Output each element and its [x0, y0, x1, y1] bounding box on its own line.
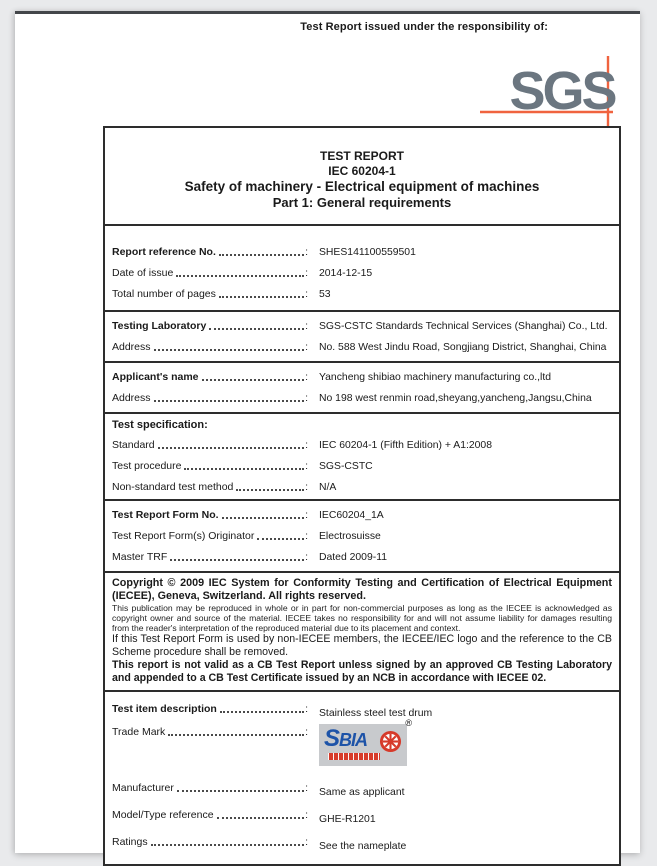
field-label: Test item description	[112, 703, 217, 715]
field-value: GHE-R1201	[319, 814, 376, 825]
field-label-wrap	[112, 809, 308, 821]
field-label-wrap	[112, 267, 308, 279]
colon: :	[305, 320, 308, 332]
trade-mark-logo	[319, 718, 412, 766]
field-value: Dated 2009-11	[319, 552, 387, 563]
colon: :	[305, 530, 308, 542]
field-label-wrap	[112, 481, 308, 493]
dot-leader	[151, 844, 304, 846]
field-row-lab-address	[105, 336, 619, 357]
field-label-wrap	[112, 509, 308, 521]
colon: :	[305, 509, 308, 521]
dot-leader	[202, 379, 305, 381]
test-specification-heading: Test specification:	[112, 419, 208, 431]
colon: :	[305, 809, 308, 821]
dot-leader	[184, 468, 304, 470]
section-applicant	[105, 361, 619, 412]
sbia-wheel-icon	[379, 730, 402, 753]
dot-leader	[154, 400, 305, 402]
dot-leader	[236, 489, 304, 491]
field-value: Electrosuisse	[319, 531, 381, 542]
field-label-wrap	[112, 246, 308, 258]
field-row-test-item-description	[105, 696, 619, 719]
sgs-logo	[473, 40, 638, 130]
field-label: Trade Mark	[112, 726, 166, 738]
field-value: Stainless steel test drum	[319, 708, 433, 719]
field-label: Address	[112, 341, 151, 353]
dot-leader	[177, 790, 304, 792]
field-label-wrap	[112, 782, 308, 794]
trade-mark-text: SBIA	[324, 725, 368, 752]
sgs-logo-text: SGS	[509, 61, 615, 121]
field-value: No 198 west renmin road,sheyang,yancheng,Jangsu,China	[319, 393, 592, 404]
field-value: See the nameplate	[319, 841, 407, 852]
field-value: Same as applicant	[319, 787, 405, 798]
field-label-wrap	[112, 288, 308, 300]
field-label-wrap	[112, 703, 308, 715]
colon: :	[305, 341, 308, 353]
field-value: IEC60204_1A	[319, 510, 384, 521]
field-label: Model/Type reference	[112, 809, 214, 821]
field-value: 53	[319, 289, 331, 300]
copyright-notice: Copyright © 2009 IEC System for Conformity Testing and Certification of Electrical Equipment (IECEE), Geneva, Switzerland. All rights reserved.	[112, 577, 612, 602]
field-label: Ratings	[112, 836, 148, 848]
colon: :	[305, 836, 308, 848]
dot-leader	[219, 296, 304, 298]
field-row-manufacturer	[105, 771, 619, 798]
field-value: 2014-12-15	[319, 268, 373, 279]
colon: :	[305, 481, 308, 493]
field-label: Total number of pages	[112, 288, 216, 300]
dot-leader	[222, 517, 305, 519]
field-label: Non-standard test method	[112, 481, 234, 493]
section-test-report-form	[105, 499, 619, 571]
field-row-testing-laboratory	[105, 315, 619, 336]
report-title: TEST REPORT	[319, 149, 404, 163]
colon: :	[305, 460, 308, 472]
dot-leader	[219, 254, 304, 256]
field-value: SHES141100559501	[319, 247, 416, 258]
field-label: Standard	[112, 439, 155, 451]
field-row-applicant-name	[105, 366, 619, 387]
field-row-report-reference	[105, 241, 619, 262]
field-row-ratings	[105, 825, 619, 852]
field-label-wrap	[112, 371, 308, 383]
standard-number: IEC 60204-1	[328, 164, 396, 178]
field-label-wrap	[112, 439, 308, 451]
field-value: N/A	[319, 482, 337, 493]
dot-leader	[209, 328, 304, 330]
colon: :	[305, 246, 308, 258]
dot-leader	[154, 349, 305, 351]
colon: :	[305, 392, 308, 404]
field-row-master-trf	[105, 546, 619, 567]
field-label: Test procedure	[112, 460, 182, 472]
field-label-wrap	[112, 836, 308, 848]
standard-name: Safety of machinery - Electrical equipment of machines	[184, 179, 540, 194]
colon: :	[305, 782, 308, 794]
colon: :	[305, 288, 308, 300]
field-row-standard	[105, 434, 619, 455]
colon: :	[305, 726, 308, 738]
issuer-line: Test Report issued under the responsibility of:	[300, 21, 548, 33]
section-copyright	[105, 571, 619, 690]
colon: :	[305, 371, 308, 383]
dot-leader	[257, 538, 304, 540]
copyright-validity-notice: This report is not valid as a CB Test Report unless signed by an approved CB Testing Laboratory and appended to a CB Test Certificate issued by an NCB in accordance with IECEE 02.	[112, 659, 612, 684]
field-value: SGS-CSTC	[319, 461, 373, 472]
field-row-model-type	[105, 798, 619, 825]
field-row-non-standard-method	[105, 476, 619, 497]
field-label-wrap	[112, 551, 308, 563]
colon: :	[305, 551, 308, 563]
colon: :	[305, 703, 308, 715]
field-label: Report reference No.	[112, 246, 216, 258]
field-value: Yancheng shibiao machinery manufacturing co.,ltd	[319, 372, 551, 383]
field-row-form-originator	[105, 525, 619, 546]
field-label: Testing Laboratory	[112, 320, 207, 332]
field-row-test-procedure	[105, 455, 619, 476]
sgs-logo-graphic	[473, 40, 638, 130]
section-test-specification	[105, 412, 619, 499]
dot-leader	[170, 559, 304, 561]
field-label: Master TRF	[112, 551, 168, 563]
field-label: Test Report Form No.	[112, 509, 219, 521]
field-label: Address	[112, 392, 151, 404]
dot-leader	[217, 817, 305, 819]
dot-leader	[158, 447, 304, 449]
field-value: IEC 60204-1 (Fifth Edition) + A1:2008	[319, 440, 492, 451]
field-row-trade-mark	[105, 719, 619, 771]
field-row-applicant-address	[105, 387, 619, 408]
title-block	[105, 128, 619, 224]
field-label-wrap	[112, 392, 308, 404]
field-label: Test Report Form(s) Originator	[112, 530, 255, 542]
section-test-item	[105, 690, 619, 864]
field-row-total-pages	[105, 283, 619, 304]
field-label-wrap	[112, 320, 308, 332]
standard-part: Part 1: General requirements	[272, 195, 452, 210]
field-label-wrap	[112, 530, 308, 542]
field-label-wrap	[112, 341, 308, 353]
copyright-removal-note: If this Test Report Form is used by non-IECEE members, the IECEE/IEC logo and the reference to the CB Scheme procedure shall be removed.	[112, 633, 612, 658]
dot-leader	[176, 275, 304, 277]
colon: :	[305, 439, 308, 451]
section-report-info	[105, 224, 619, 310]
field-label: Date of issue	[112, 267, 174, 279]
report-page	[15, 11, 640, 853]
dot-leader	[168, 734, 304, 736]
section-testing-laboratory	[105, 310, 619, 361]
field-label-wrap	[112, 722, 308, 738]
colon: :	[305, 267, 308, 279]
field-label: Manufacturer	[112, 782, 174, 794]
dot-leader	[220, 711, 304, 713]
report-table	[103, 126, 621, 866]
registered-trademark-symbol: ®	[405, 718, 412, 728]
field-row-form-no	[105, 504, 619, 525]
copyright-fine-print: This publication may be reproduced in whole or in part for non-commercial purposes as long as the IECEE is acknowledged as copyright owner and source of the material. IECEE takes no responsibility for and will not assume liability for damages resulting from the reader's interpretation of the reproduced material due to its placement and context.	[112, 603, 612, 633]
field-row-date-of-issue	[105, 262, 619, 283]
field-label: Applicant's name	[112, 371, 199, 383]
field-label-wrap	[112, 460, 308, 472]
field-value: No. 588 West Jindu Road, Songjiang District, Shanghai, China	[319, 342, 607, 353]
trade-mark-caption-strip	[328, 753, 380, 760]
field-value: SGS-CSTC Standards Technical Services (Shanghai) Co., Ltd.	[319, 321, 608, 332]
